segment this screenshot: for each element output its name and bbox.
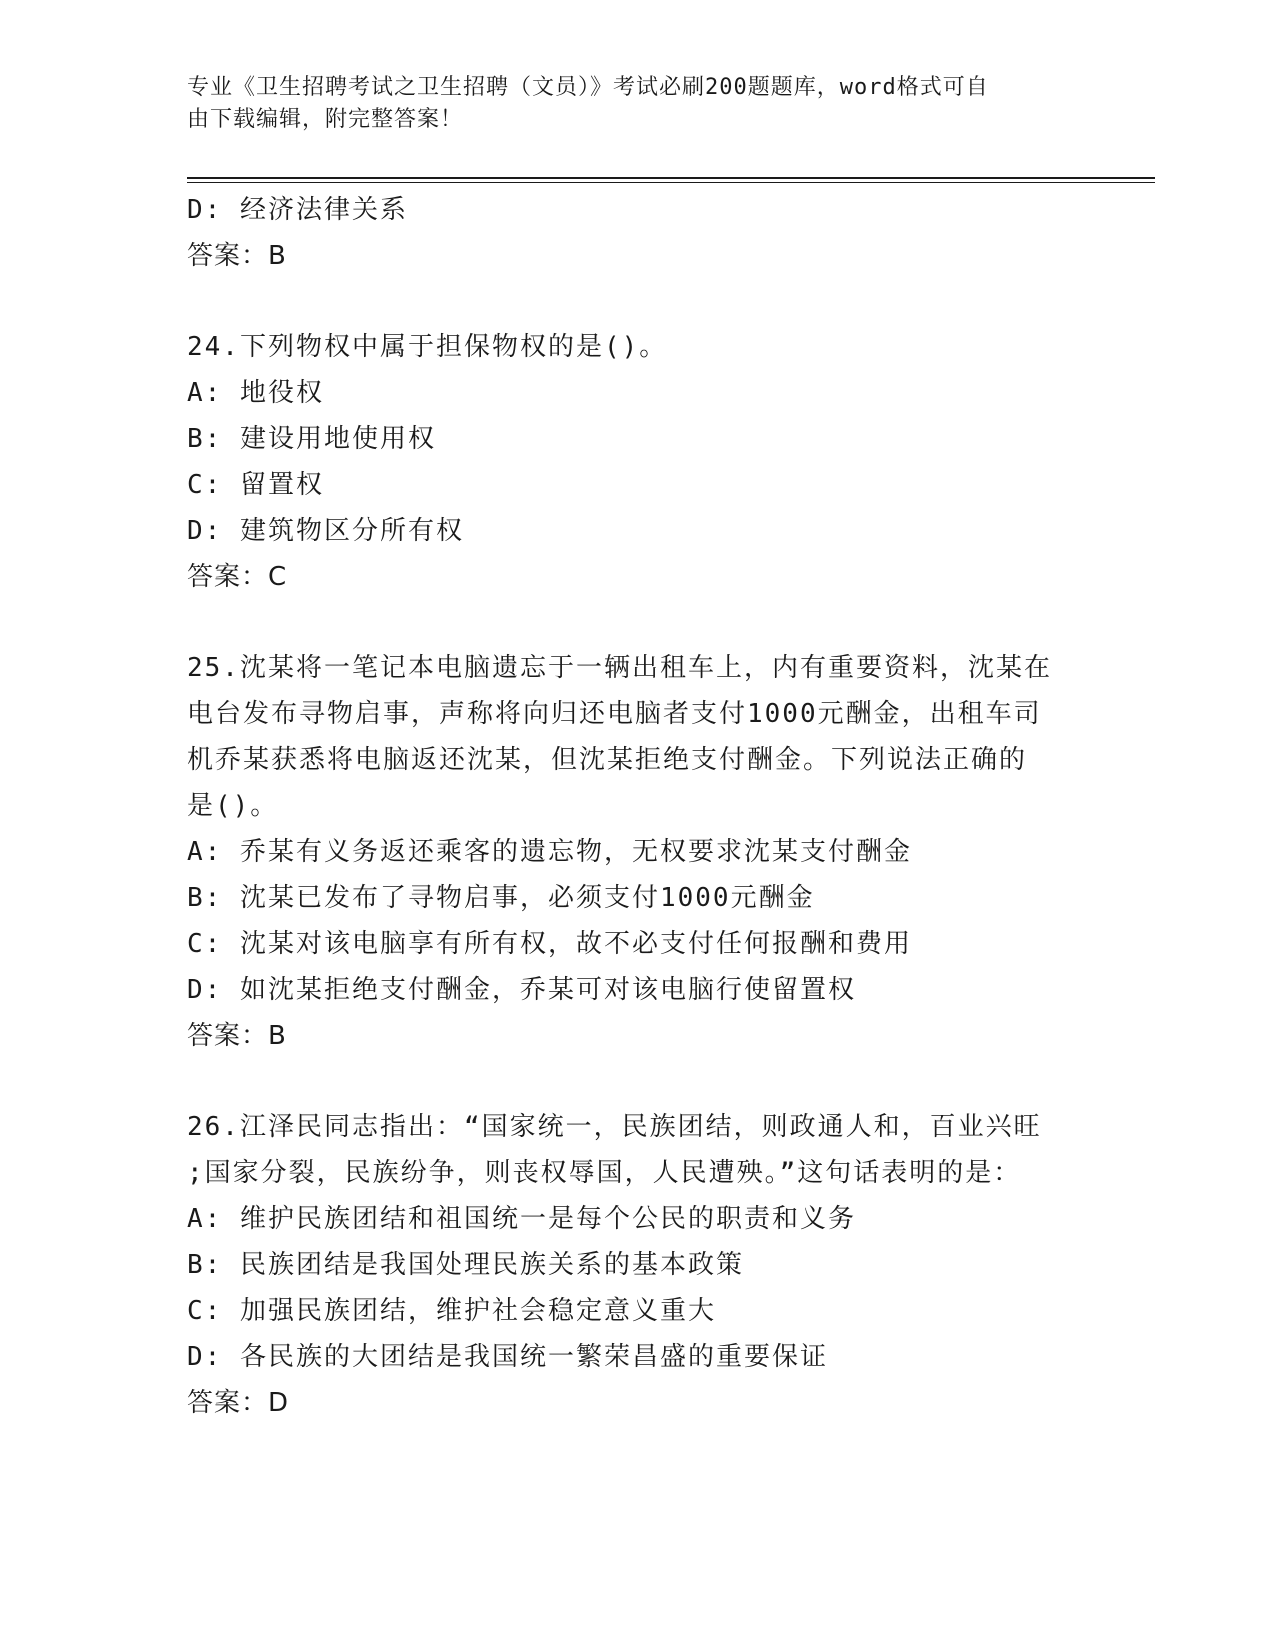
answer-line: 答案：D (187, 1388, 290, 1418)
option-b: B: 建设用地使用权 (187, 424, 436, 454)
question-stem-line: 26.江泽民同志指出：“国家统一，民族团结，则政通人和，百业兴旺 (187, 1112, 1042, 1142)
question-stem-line: ;国家分裂，民族纷争，则丧权辱国，人民遭殃。”这句话表明的是： (187, 1158, 1022, 1188)
option-b: B: 民族团结是我国处理民族关系的基本政策 (187, 1250, 744, 1280)
option-a: A: 维护民族团结和祖国统一是每个公民的职责和义务 (187, 1204, 856, 1234)
header-divider-thin (187, 182, 1155, 183)
question-25 (187, 645, 1087, 1059)
question-stem-line: 电台发布寻物启事，声称将向归还电脑者支付1000元酬金，出租车司 (187, 699, 1042, 729)
header-line-1: 专业《卫生招聘考试之卫生招聘（文员）》考试必刷200题题库，word格式可自 (187, 75, 989, 100)
option-c: C: 加强民族团结，维护社会稳定意义重大 (187, 1296, 716, 1326)
document-header (187, 72, 1067, 136)
question-26 (187, 1104, 1087, 1426)
answer-line: 答案：C (187, 562, 288, 592)
question-24 (187, 324, 1087, 600)
question-stem-line: 24.下列物权中属于担保物权的是()。 (187, 332, 668, 362)
option-a: A: 乔某有义务返还乘客的遗忘物，无权要求沈某支付酬金 (187, 837, 912, 867)
question-list (187, 187, 1087, 1426)
answer-line: 答案：B (187, 1021, 287, 1051)
header-divider-thick (187, 177, 1155, 179)
option-a: A: 地役权 (187, 378, 324, 408)
option-d: D: 建筑物区分所有权 (187, 516, 464, 546)
option-d: D: 经济法律关系 (187, 195, 408, 225)
question-stem-line: 是()。 (187, 791, 279, 821)
header-line-2: 由下载编辑，附完整答案！ (187, 107, 464, 132)
question-stem-line: 机乔某获悉将电脑返还沈某，但沈某拒绝支付酬金。下列说法正确的 (187, 745, 1028, 775)
answer-line: 答案：B (187, 241, 287, 271)
option-c: C: 沈某对该电脑享有所有权，故不必支付任何报酬和费用 (187, 929, 912, 959)
option-d: D: 各民族的大团结是我国统一繁荣昌盛的重要保证 (187, 1342, 828, 1372)
option-d: D: 如沈某拒绝支付酬金，乔某可对该电脑行使留置权 (187, 975, 856, 1005)
question-stem-line: 25.沈某将一笔记本电脑遗忘于一辆出租车上，内有重要资料，沈某在 (187, 653, 1052, 683)
option-c: C: 留置权 (187, 470, 324, 500)
option-b: B: 沈某已发布了寻物启事，必须支付1000元酬金 (187, 883, 815, 913)
